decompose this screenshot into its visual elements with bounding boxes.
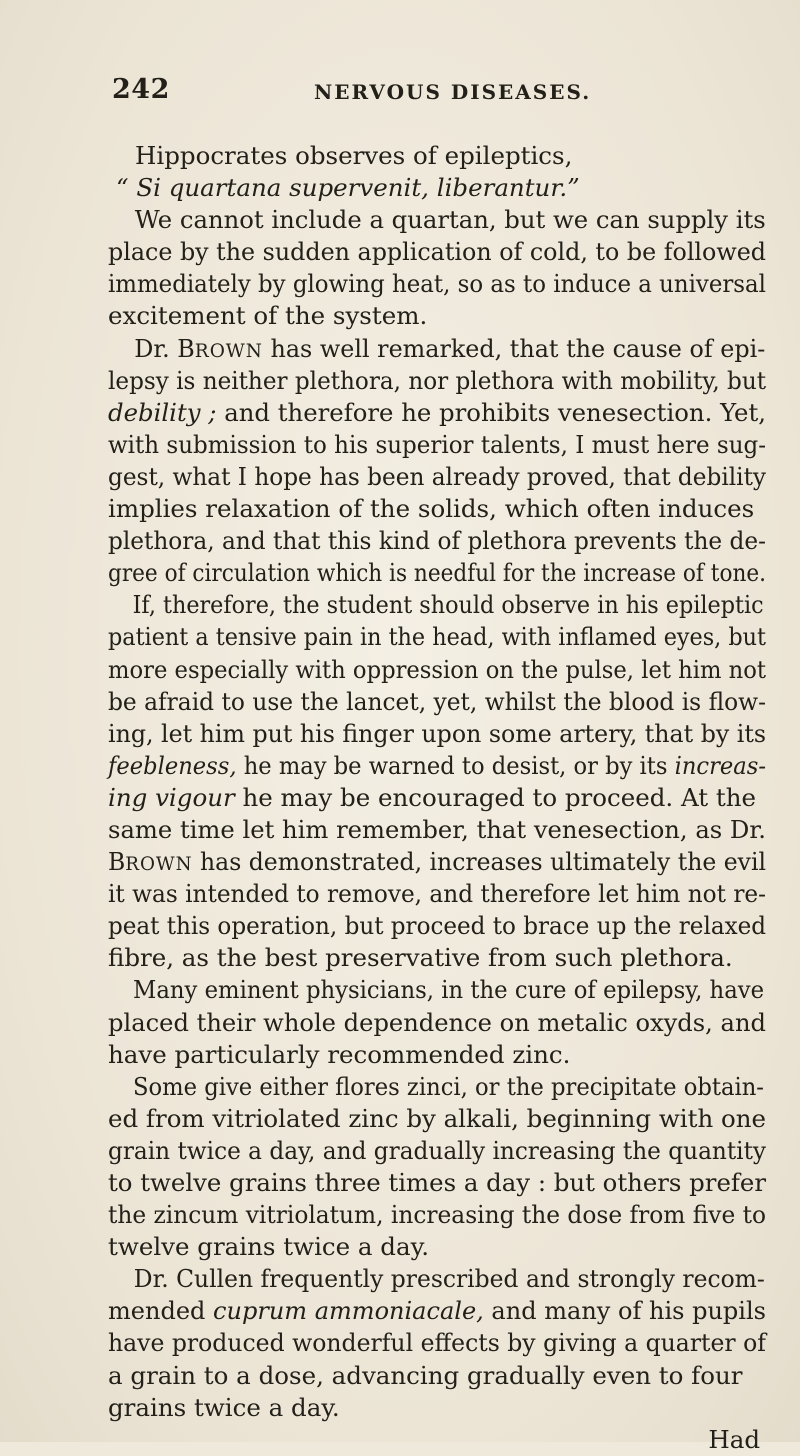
small-caps-name: ROWN [194,339,263,362]
text-line [108,1295,766,1327]
italic-term: feebleness, [108,750,237,780]
text-line: peat this operation, but proceed to brace up the relaxed [108,911,766,941]
text-line [108,333,766,365]
text-line: Many eminent physicians, in the cure of epilepsy, have [133,975,765,1005]
text-run: he may be warned to desist, or by its [236,750,675,780]
text-line: ing, let him put his finger upon some artery, that by its [108,718,766,748]
text-line: more especially with oppression on the pulse, let him not [108,654,766,684]
text-line: gree of circulation which is needful for the increase of tone. [108,558,766,588]
text-line: lepsy is neither plethora, nor plethora with mobility, but [108,365,766,395]
text-line [108,782,766,814]
italic-term: cuprum ammoniacale, [213,1296,484,1326]
text-line [108,750,766,782]
text-run: has well remarked, that the cause of epi- [262,333,766,363]
text-run: B [108,847,126,877]
text-line: plethora, and that this kind of plethora prevents the de- [108,526,766,556]
text-line: the zincum vitriolatum, increasing the dose from five to [108,1200,766,1230]
text-run: mended [108,1296,214,1326]
text-line: immediately by glowing heat, so as to induce a universal [108,269,766,299]
text-line: place by the sudden application of cold, to be followed [108,237,766,267]
text-line: We cannot include a quartan, but we can supply its [134,205,766,235]
text-line: placed their whole dependence on metalic oxyds, and [108,1007,766,1037]
text-line: a grain to a dose, advancing gradually even to four [108,1360,743,1390]
running-head: NERVOUS DISEASES. [314,80,592,104]
text-run: he may be encouraged to proceed. At the [234,782,757,812]
catchword: Had [708,1424,760,1454]
text-line: grain twice a day, and gradually increasing the quantity [108,1135,766,1165]
page-header [112,74,752,114]
text-line: implies relaxation of the solids, which often induces [108,494,755,524]
text-line: Hippocrates observes of epileptics, [135,141,573,170]
text-line: grains twice a day. [108,1392,340,1422]
text-line: patient a tensive pain in the head, with inflamed eyes, but [108,622,766,652]
text-line [108,397,766,429]
text-line [108,846,766,878]
text-line: same time let him remember, that venesection, as Dr. [108,814,766,844]
text-line: have produced wonderful effects by giving a quarter of [108,1328,766,1358]
small-caps-name: ROWN [125,853,193,876]
text-line: Dr. Cullen frequently prescribed and strongly recom- [133,1264,765,1294]
text-line: Some give either flores zinci, or the precipitate obtain- [132,1071,764,1101]
text-line: excitement of the system. [108,301,428,331]
text-line: fibre, as the best preservative from such plethora. [108,943,733,973]
text-line: to twelve grains three times a day : but others prefer [108,1168,766,1197]
body-text [108,140,766,1456]
text-run: and many of his pupils [483,1296,766,1326]
text-line: If, therefore, the student should observe in his epileptic [132,590,764,620]
text-line: it was intended to remove, and therefore let him not re- [108,879,766,909]
text-line: ed from vitriolated zinc by alkali, beginning with one [108,1103,766,1133]
latin-quote [108,172,766,204]
text-line: twelve grains twice a day. [108,1232,429,1262]
page-number: 242 [112,74,170,105]
text-run: has demonstrated, increases ultimately the evil [192,847,766,877]
text-line: be afraid to use the lancet, yet, whilst the blood is flow- [108,686,766,716]
text-line: with submission to his superior talents, I must here sug- [108,429,766,459]
italic-term: debility ; [108,397,217,427]
latin-quote-text: “ Si quartana supervenit, liberantur.” [116,173,580,203]
text-run: and therefore he prohibits venesection. Yet, [216,397,766,427]
text-line: gest, what I hope has been already proved, that debility [108,461,766,491]
italic-term: ing vigour [108,782,235,812]
text-run: Dr. B [134,333,195,363]
italic-term: increas- [674,750,766,780]
text-line: have particularly recommended zinc. [108,1039,571,1069]
